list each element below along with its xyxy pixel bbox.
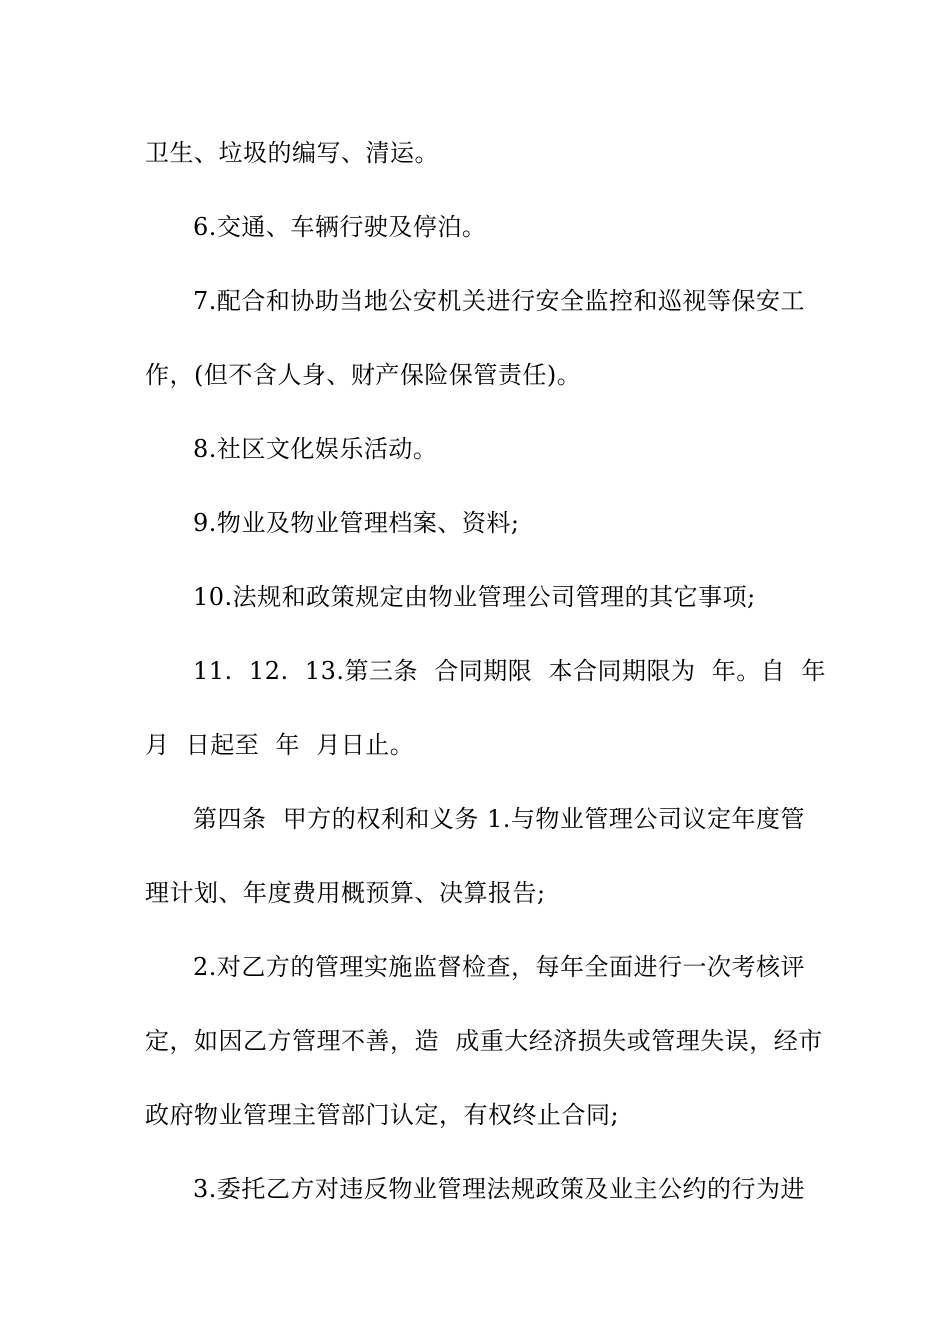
paragraph-line: 定，如因乙方管理不善，造 成重大经济损失或管理失误，经市 (145, 1027, 823, 1055)
paragraph-line: 7.配合和协助当地公安机关进行安全监控和巡视等保安工 (193, 287, 805, 315)
paragraph-line: 作，(但不含人身、财产保险保管责任)。 (145, 361, 582, 389)
paragraph-line: 9.物业及物业管理档案、资料; (193, 509, 520, 537)
paragraph-line: 11. 12. 13.第三条 合同期限 本合同期限为 年。自 年 (193, 657, 827, 685)
paragraph-line: 2.对乙方的管理实施监督检查，每年全面进行一次考核评 (193, 953, 805, 981)
paragraph-line: 月 日起至 年 月日止。 (145, 731, 415, 759)
paragraph-line: 政府物业管理主管部门认定，有权终止合同; (145, 1101, 620, 1129)
paragraph-line: 8.社区文化娱乐活动。 (193, 435, 438, 463)
paragraph-line: 6.交通、车辆行驶及停泊。 (193, 213, 487, 241)
paragraph-line: 第四条 甲方的权利和义务 1.与物业管理公司议定年度管 (193, 805, 805, 833)
paragraph-line: 3.委托乙方对违反物业管理法规政策及业主公约的行为进 (193, 1175, 805, 1203)
paragraph-line: 理计划、年度费用概预算、决算报告; (145, 879, 546, 907)
paragraph-line: 10.法规和政策规定由物业管理公司管理的其它事项; (193, 583, 756, 611)
paragraph-line: 卫生、垃圾的编写、清运。 (145, 139, 439, 167)
